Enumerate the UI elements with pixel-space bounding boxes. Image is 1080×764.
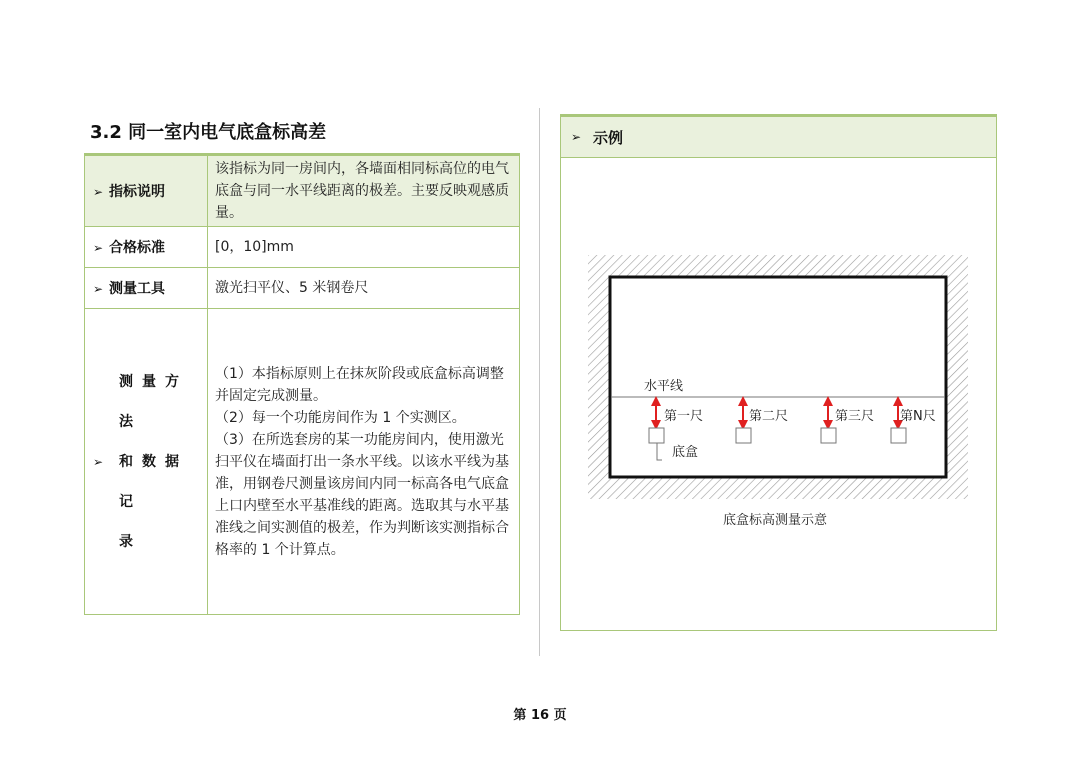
socket-box bbox=[891, 428, 906, 443]
example-header bbox=[561, 117, 996, 158]
row-value-method bbox=[208, 309, 520, 615]
arrowhead-bullet-icon: ➢ bbox=[93, 241, 104, 255]
socket-box bbox=[649, 428, 664, 443]
method-label-line: 测量方法 bbox=[119, 373, 188, 430]
arrowhead-bullet-icon: ➢ bbox=[93, 282, 104, 296]
method-paragraph: （1）本指标原则上在抹灰阶段或底盒标高调整并固定完成测量。 bbox=[215, 365, 504, 404]
row-label-standard: ➢ 合格标准 bbox=[85, 227, 208, 268]
socket-box bbox=[736, 428, 751, 443]
row-label-description: ➢ 指标说明 bbox=[85, 155, 208, 227]
section-title: 3.2 同一室内电气底盒标高差 bbox=[90, 122, 327, 143]
method-label-line: 和数据记 bbox=[119, 453, 188, 510]
measure-label: 第三尺 bbox=[835, 409, 875, 424]
method-paragraph: （3）在所选套房的某一功能房间内，使用激光扫平仪在墙面打出一条水平线。以该水平线为基准，用钢卷尺测量该房间内同一标高各电气底盒上口内壁至水平基准线的距离。选取其与水平基准线之间实测值的极差，作为判断该实测指标合格率的 1 个计算点。 bbox=[215, 431, 509, 558]
measure-label: 第N尺 bbox=[900, 409, 936, 424]
level-line-label: 水平线 bbox=[644, 379, 684, 394]
table-row bbox=[85, 155, 520, 227]
spec-table bbox=[84, 153, 520, 615]
row-value-description: 该指标为同一房间内，各墙面相同标高位的电气底盒与同一水平线距离的极差。主要反映观感质量。 bbox=[208, 155, 520, 227]
measure-label: 第一尺 bbox=[664, 409, 704, 424]
arrowhead-bullet-icon: ➢ bbox=[93, 454, 104, 469]
row-label-tools: ➢ 测量工具 bbox=[85, 268, 208, 309]
measurement-diagram bbox=[588, 255, 970, 501]
diagram-caption: 底盒标高测量示意 bbox=[722, 513, 827, 528]
table-row bbox=[85, 268, 520, 309]
column-divider bbox=[539, 108, 540, 656]
table-row bbox=[85, 227, 520, 268]
example-header-label: 示例 bbox=[593, 128, 624, 147]
page-number: 第 16 页 bbox=[513, 708, 567, 723]
row-value-standard: [0，10]mm bbox=[208, 227, 520, 268]
socket-box bbox=[821, 428, 836, 443]
box-label: 底盒 bbox=[672, 445, 699, 460]
table-row bbox=[85, 309, 520, 615]
room-outline bbox=[610, 277, 946, 477]
arrowhead-bullet-icon: ➢ bbox=[93, 185, 104, 199]
row-value-tools: 激光扫平仪、5 米钢卷尺 bbox=[208, 268, 520, 309]
method-paragraph: （2）每一个功能房间作为 1 个实测区。 bbox=[215, 409, 466, 426]
row-label-method bbox=[85, 309, 208, 615]
arrowhead-bullet-icon: ➢ bbox=[571, 130, 582, 144]
measure-label: 第二尺 bbox=[749, 409, 789, 424]
method-label-line: 录 bbox=[119, 533, 142, 550]
